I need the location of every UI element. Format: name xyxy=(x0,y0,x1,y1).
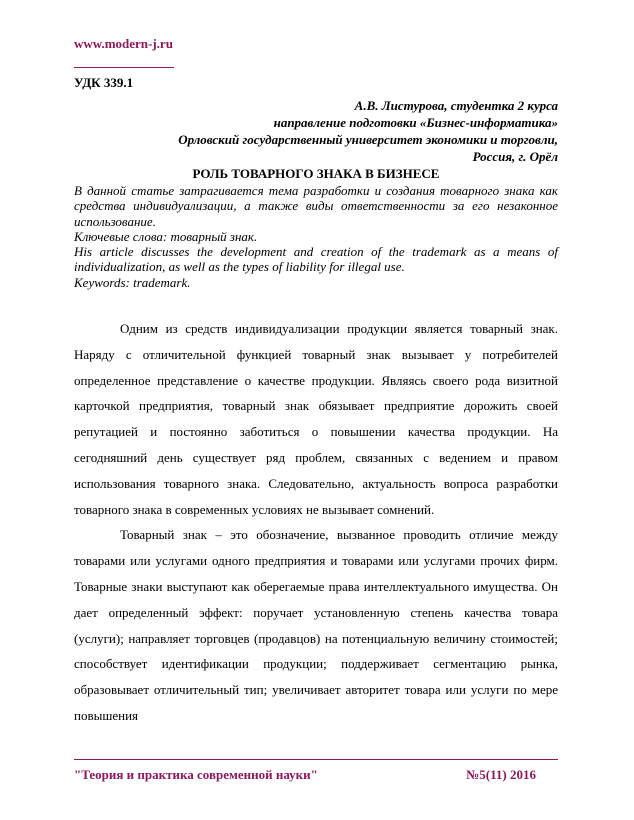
abstract-en: His article discusses the development and creation of the trademark as a means of individualization, as well as the types of liability for illegal use. xyxy=(74,244,558,275)
footer-divider xyxy=(74,759,558,760)
site-link[interactable]: www.modern-j.ru xyxy=(74,36,173,51)
body-paragraph-2: Товарный знак – это обозначение, вызванное проводить отличие между товарами или услугами одного предприятия и товарами или услугами прочих фирм. Товарные знаки выступают как оберегаемые права интеллектуального имущества. Он дает определенный эффект: поручает установленную степень качества товара (услуги); направляет торговцев (продавцов) на потенциальную величину стоимостей; способствует идентификации продукции; поддерживает сегментацию рынка, образовывает отличительный тип; увеличивает авторитет товара или услуги по мере повышения xyxy=(74,527,558,723)
body-paragraph-1: Одним из средств индивидуализации продукции является товарный знак. Наряду с отличительной функцией товарный знак вызывает у потребителей определенное представление о качестве продукции. Являясь своего рода визитной карточкой предприятия, товарный знак обязывает предприятие дорожить своей репутацией и постоянно заботиться о повышении качества продукции. На сегодняшний день существует ряд проблем, связанных с ведением и правом использования товарного знака. Следовательно, актуальность вопроса разработки товарного знака в современных условиях не вызывает сомнений. xyxy=(74,321,558,517)
article-body xyxy=(74,316,558,729)
header-divider xyxy=(74,67,174,68)
keywords-ru: Ключевые слова: товарный знак. xyxy=(74,228,258,244)
author-university: Орловский государственный университет экономики и торговли, xyxy=(178,132,558,147)
author-location: Россия, г. Орёл xyxy=(472,149,558,164)
journal-title: "Теория и практика современной науки" xyxy=(74,767,318,782)
issue-number: №5(11) 2016 xyxy=(466,767,536,782)
author-name: А.В. Листурова, студентка 2 курса xyxy=(354,98,558,113)
keywords-en: Keywords: trademark. xyxy=(74,274,191,290)
article-title: РОЛЬ ТОВАРНОГО ЗНАКА В БИЗНЕСЕ xyxy=(192,166,440,181)
abstract-ru: В данной статье затрагивается тема разработки и создания товарного знака как средства индивидуализации, а также виды ответственности за его незаконное использование. xyxy=(74,183,558,229)
udk-code: УДК 339.1 xyxy=(74,75,134,90)
author-program: направление подготовки «Бизнес-информатика» xyxy=(273,115,558,130)
author-block xyxy=(68,97,558,165)
abstract xyxy=(74,183,558,290)
footer xyxy=(74,767,536,783)
